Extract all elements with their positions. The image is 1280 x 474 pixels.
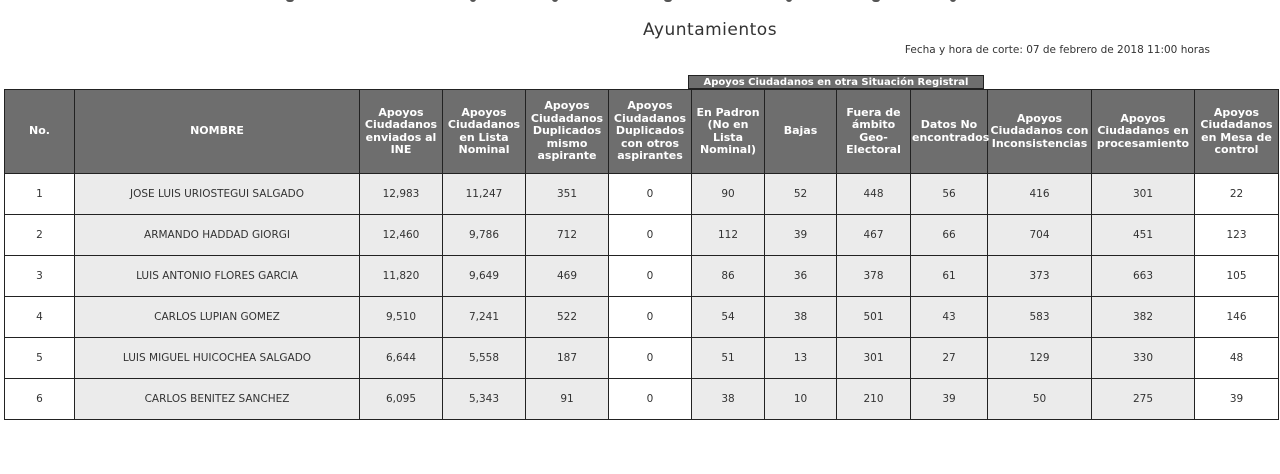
cell-lista-nominal: 7,241 [443,297,526,338]
cell-mesa-control: 22 [1195,174,1279,215]
cell-no: 3 [5,256,75,297]
column-header: No. [5,90,75,174]
cell-duplicados-mismo: 187 [526,338,609,379]
cell-fuera-ambito: 501 [837,297,911,338]
cell-lista-nominal: 5,343 [443,379,526,420]
cutoff-datetime: Fecha y hora de corte: 07 de febrero de 2018 11:00 horas [904,44,1210,56]
cell-en-padron: 112 [692,215,765,256]
cell-fuera-ambito: 378 [837,256,911,297]
cell-bajas: 38 [765,297,837,338]
cell-enviados-ine: 11,820 [360,256,443,297]
column-header: Apoyos Ciudadanos en Mesa de control [1195,90,1279,174]
cell-duplicados-otros: 0 [609,297,692,338]
cell-lista-nominal: 9,649 [443,256,526,297]
apoyos-table [4,89,1279,420]
cell-inconsistencias: 50 [988,379,1092,420]
cell-mesa-control: 39 [1195,379,1279,420]
column-header: En Padron (No en Lista Nominal) [692,90,765,174]
column-header: Apoyos Ciudadanos Duplicados mismo aspirante [526,90,609,174]
cell-datos-no-encontrados: 61 [911,256,988,297]
table-row [5,256,1279,297]
cell-procesamiento: 382 [1092,297,1195,338]
cell-en-padron: 38 [692,379,765,420]
table-row [5,174,1279,215]
cell-no: 1 [5,174,75,215]
cell-en-padron: 90 [692,174,765,215]
cell-nombre: LUIS MIGUEL HUICOCHEA SALGADO [75,338,360,379]
cell-datos-no-encontrados: 56 [911,174,988,215]
cell-en-padron: 51 [692,338,765,379]
cell-bajas: 36 [765,256,837,297]
cell-nombre: CARLOS LUPIAN GOMEZ [75,297,360,338]
cell-duplicados-mismo: 351 [526,174,609,215]
cell-mesa-control: 48 [1195,338,1279,379]
column-header: Apoyos Ciudadanos enviados al INE [360,90,443,174]
cell-duplicados-otros: 0 [609,338,692,379]
cell-enviados-ine: 12,983 [360,174,443,215]
cell-no: 2 [5,215,75,256]
cell-inconsistencias: 373 [988,256,1092,297]
cell-mesa-control: 123 [1195,215,1279,256]
cell-datos-no-encontrados: 27 [911,338,988,379]
cell-bajas: 13 [765,338,837,379]
cell-datos-no-encontrados: 39 [911,379,988,420]
cell-procesamiento: 330 [1092,338,1195,379]
cell-duplicados-otros: 0 [609,174,692,215]
cell-nombre: ARMANDO HADDAD GIORGI [75,215,360,256]
cell-enviados-ine: 6,095 [360,379,443,420]
cell-lista-nominal: 5,558 [443,338,526,379]
cell-bajas: 52 [765,174,837,215]
cell-duplicados-otros: 0 [609,215,692,256]
column-header: Fuera de ámbito Geo-Electoral [837,90,911,174]
cell-lista-nominal: 9,786 [443,215,526,256]
cell-procesamiento: 451 [1092,215,1195,256]
cell-procesamiento: 301 [1092,174,1195,215]
cell-enviados-ine: 6,644 [360,338,443,379]
column-header: NOMBRE [75,90,360,174]
cell-bajas: 10 [765,379,837,420]
cell-duplicados-mismo: 469 [526,256,609,297]
table-row [5,215,1279,256]
cell-procesamiento: 663 [1092,256,1195,297]
cell-en-padron: 54 [692,297,765,338]
cell-enviados-ine: 9,510 [360,297,443,338]
table-row [5,379,1279,420]
column-header: Apoyos Ciudadanos en procesamiento [1092,90,1195,174]
cell-lista-nominal: 11,247 [443,174,526,215]
cell-fuera-ambito: 301 [837,338,911,379]
cell-datos-no-encontrados: 43 [911,297,988,338]
cell-nombre: JOSE LUIS URIOSTEGUI SALGADO [75,174,360,215]
cell-en-padron: 86 [692,256,765,297]
group-header-otra-situacion: Apoyos Ciudadanos en otra Situación Registral [688,75,984,89]
cell-inconsistencias: 129 [988,338,1092,379]
table-row [5,297,1279,338]
column-header: Datos No encontrados [911,90,988,174]
column-header: Apoyos Ciudadanos con Inconsistencias [988,90,1092,174]
cell-no: 4 [5,297,75,338]
column-header: Apoyos Ciudadanos en Lista Nominal [443,90,526,174]
cell-fuera-ambito: 210 [837,379,911,420]
cell-datos-no-encontrados: 66 [911,215,988,256]
cell-fuera-ambito: 448 [837,174,911,215]
cell-duplicados-mismo: 712 [526,215,609,256]
table-row [5,338,1279,379]
cell-inconsistencias: 583 [988,297,1092,338]
cell-bajas: 39 [765,215,837,256]
cell-duplicados-otros: 0 [609,256,692,297]
cell-procesamiento: 275 [1092,379,1195,420]
cell-inconsistencias: 704 [988,215,1092,256]
cell-inconsistencias: 416 [988,174,1092,215]
page-title: Ayuntamientos [642,20,778,40]
cell-nombre: LUIS ANTONIO FLORES GARCIA [75,256,360,297]
column-header: Apoyos Ciudadanos Duplicados con otros aspirantes [609,90,692,174]
cell-no: 6 [5,379,75,420]
cell-mesa-control: 105 [1195,256,1279,297]
cropped-header-text [0,0,1280,8]
cell-duplicados-mismo: 91 [526,379,609,420]
cell-enviados-ine: 12,460 [360,215,443,256]
cell-no: 5 [5,338,75,379]
cell-duplicados-otros: 0 [609,379,692,420]
table-header-row [5,90,1279,174]
cell-fuera-ambito: 467 [837,215,911,256]
cell-mesa-control: 146 [1195,297,1279,338]
cell-nombre: CARLOS BENITEZ SANCHEZ [75,379,360,420]
cell-duplicados-mismo: 522 [526,297,609,338]
column-header: Bajas [765,90,837,174]
